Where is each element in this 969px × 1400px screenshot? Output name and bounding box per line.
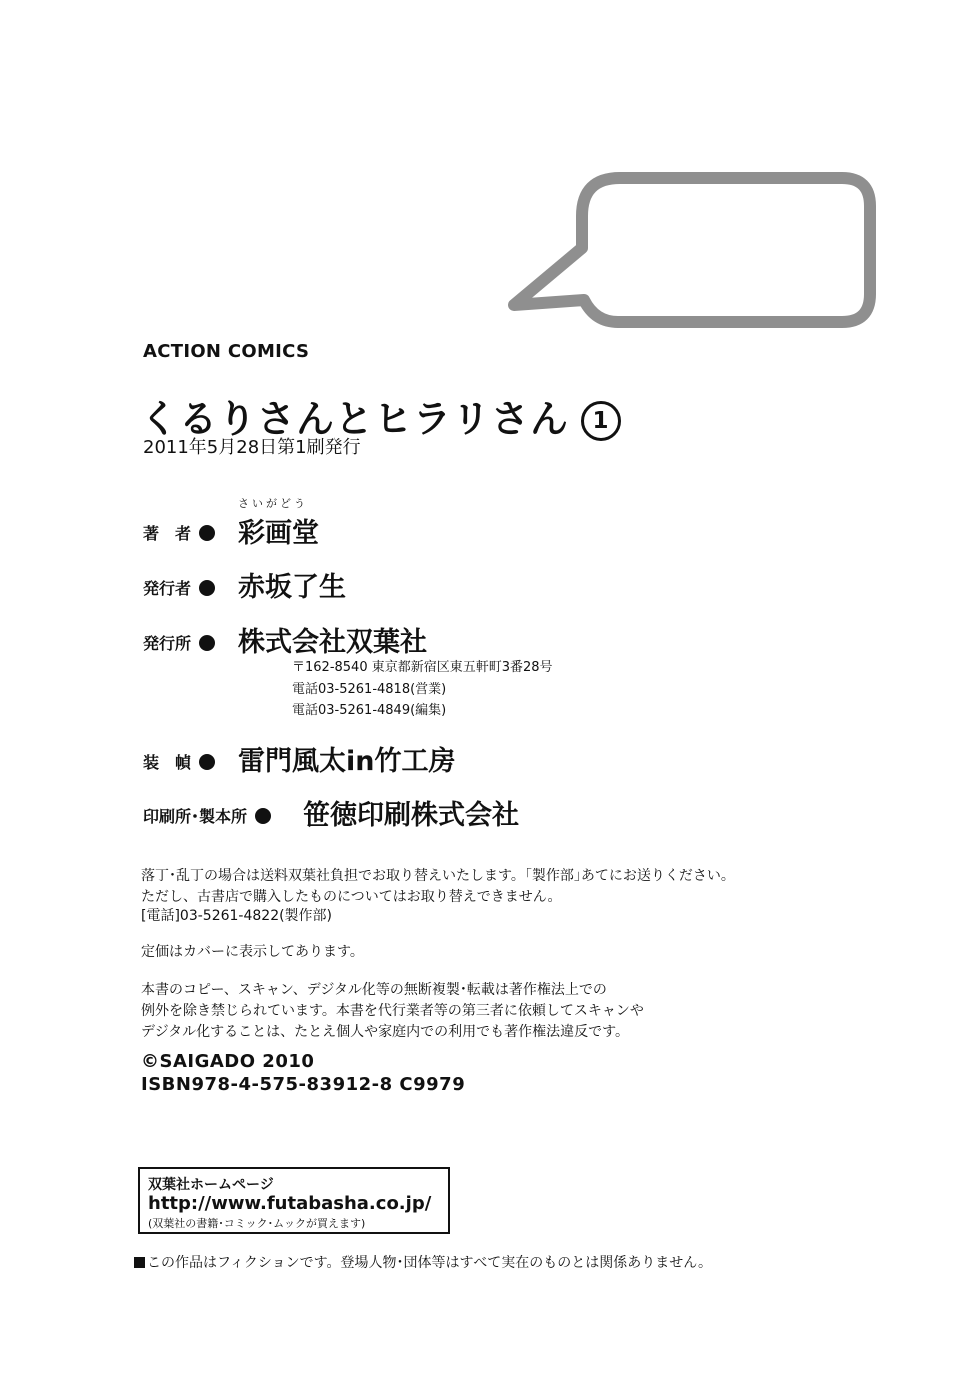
bullet-icon [199, 580, 215, 596]
publication-date: 2011年5月28日第1刷発行 [143, 437, 361, 458]
speech-bubble-graphic [0, 0, 969, 400]
square-bullet-icon [134, 1257, 145, 1268]
publisher-person-label-text: 発行者 [143, 579, 192, 598]
publisher-label [143, 631, 215, 654]
design-label-text: 装 幀 [143, 753, 192, 772]
publisher-person: 赤坂了生 [238, 572, 346, 603]
series-name: ACTION COMICS [143, 341, 310, 362]
copy-notice-line2: 例外を除き禁じられています。本書を代行業者等の第三者に依頼してスキャンや [141, 1003, 644, 1019]
price-notice: 定価はカバーに表示してあります。 [141, 944, 364, 960]
author-reading: さいがどう [238, 497, 308, 510]
printer-label-text: 印刷所･製本所 [143, 807, 248, 826]
homepage-note: (双葉社の書籍･コミック･ムックが買えます) [148, 1217, 366, 1230]
defect-notice-line1: 落丁･乱丁の場合は送料双葉社負担でお取り替えいたします。｢製作部｣あてにお送りください。 [141, 868, 735, 884]
publisher-address: 〒162-8540 東京都新宿区東五軒町3番28号 [292, 660, 553, 675]
homepage-url[interactable]: http://www.futabasha.co.jp/ [148, 1193, 432, 1214]
defect-notice-line2: ただし、古書店で購入したものについてはお取り替えできません。 [141, 889, 562, 905]
author-name: 彩画堂 [238, 518, 319, 549]
copy-notice-line3: デジタル化することは、たとえ個人や家庭内での利用でも著作権法違反です。 [141, 1024, 630, 1040]
bullet-icon [199, 635, 215, 651]
bullet-icon [255, 808, 271, 824]
publisher-person-label [143, 576, 215, 599]
design-label [143, 750, 215, 773]
bullet-icon [199, 754, 215, 770]
copyright: ©SAIGADO 2010 [141, 1051, 315, 1072]
designer-name: 雷門風太in竹工房 [238, 746, 456, 777]
publisher-name: 株式会社双葉社 [238, 627, 427, 658]
fiction-disclaimer-text: この作品はフィクションです。登場人物･団体等はすべて実在のものとは関係ありません。 [147, 1255, 713, 1271]
isbn: ISBN978-4-575-83912-8 C9979 [141, 1074, 466, 1095]
homepage-label: 双葉社ホームページ [148, 1177, 274, 1193]
author-label [143, 521, 215, 544]
copy-notice-line1: 本書のコピー、スキャン、デジタル化等の無断複製･転載は著作権法上での [141, 982, 607, 998]
title-text: くるりさんとヒラリさん [140, 397, 570, 441]
printer-name: 笹徳印刷株式会社 [303, 800, 519, 831]
phone-sales: 電話03-5261-4818(営業) [292, 682, 447, 697]
publisher-label-text: 発行所 [143, 634, 192, 653]
volume-number: 1 [581, 401, 621, 441]
author-label-text: 著 者 [143, 524, 192, 543]
phone-editorial: 電話03-5261-4849(編集) [292, 703, 447, 718]
bullet-icon [199, 525, 215, 541]
fiction-disclaimer [134, 1252, 712, 1272]
defect-notice-phone: [電話]03-5261-4822(製作部) [141, 908, 333, 924]
printer-label [143, 804, 271, 827]
